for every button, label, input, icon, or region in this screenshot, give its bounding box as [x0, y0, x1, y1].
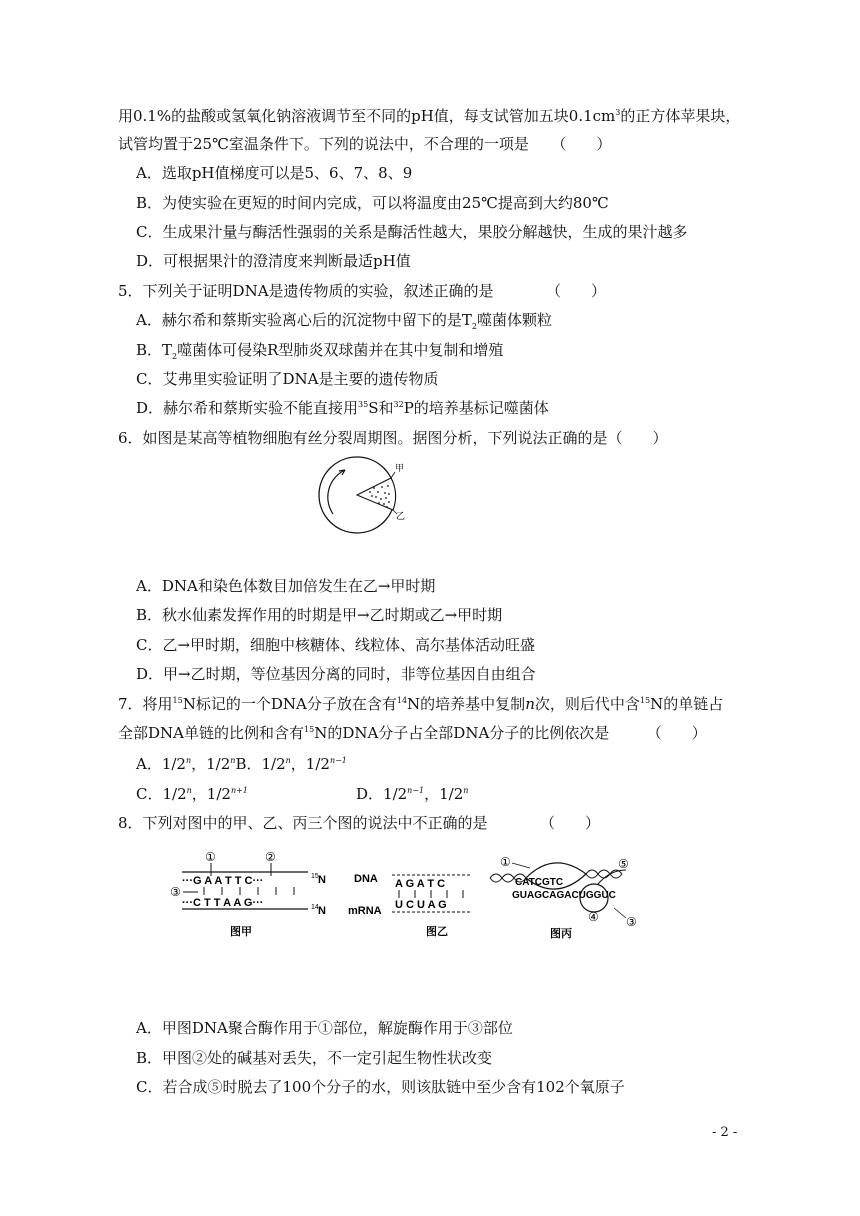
q4-option-c: C．生成果汁量与酶活性强弱的关系是酶活性越大，果胶分解越快，生成的果汁越多	[136, 223, 688, 241]
q7-stem-line-2: 全部DNA单链的比例和含有$^{15}$N的DNA分子占全部DNA分子的比例依次是 （ ）	[118, 724, 707, 742]
svg-text:N: N	[318, 905, 326, 917]
q4-option-a: A．选取pH值梯度可以是5、6、7、8、9	[136, 164, 413, 182]
q6-option-b: B．秋水仙素发挥作用的时期是甲→乙时期或乙→甲时期	[136, 606, 503, 624]
svg-text:15: 15	[311, 873, 319, 880]
label-yi: 乙	[396, 511, 406, 521]
caption-yi: 图乙	[426, 926, 448, 938]
q5-stem: 5．下列关于证明DNA是遗传物质的实验，叙述正确的是 （ ）	[118, 282, 607, 300]
marker-5: ⑤	[618, 857, 629, 871]
svg-text:N: N	[318, 874, 326, 886]
marker-4: ④	[588, 910, 599, 924]
marker-1: ①	[205, 850, 216, 864]
top-strand: ···G A A T T C···	[182, 875, 264, 887]
mrna-strand: U C U A G	[395, 899, 447, 911]
q7-stem-line-1: 7．将用$^{15}$N标记的一个DNA分子放在含有$^{14}$N的培养基中复制n次，则后代中含$^{15}$N的单链占	[118, 695, 724, 713]
marker-3-bing: ③	[626, 915, 637, 929]
q8-option-b: B．甲图②处的碱基对丢失，不一定引起生物性状改变	[136, 1049, 493, 1067]
bottom-strand: ···C T T A A G···	[182, 897, 264, 909]
figure-bing	[486, 852, 646, 942]
mrna-sequence: GUAGCAGACUGGUC	[512, 890, 616, 901]
q8-option-a: A．甲图DNA聚合酶作用于①部位，解旋酶作用于③部位	[136, 1019, 513, 1037]
q4-option-d: D．可根据果汁的澄清度来判断最适pH值	[136, 252, 411, 270]
q6-option-c: C．乙→甲时期，细胞中核糖体、线粒体、高尔基体活动旺盛	[136, 636, 536, 654]
q7-option-c: C．1/2$^n$，$1/2^{n+1}$	[136, 785, 248, 803]
q5-option-c: C．艾弗里实验证明了DNA是主要的遗传物质	[136, 370, 439, 388]
caption-bing: 图丙	[550, 928, 572, 940]
figure-yi	[348, 862, 478, 942]
marker-2: ②	[265, 850, 276, 864]
q5-option-b: B．$T_2$噬菌体可侵染R型肺炎双球菌并在其中复制和增殖	[136, 341, 504, 361]
label-jia: 甲	[395, 463, 405, 473]
q7-option-d: D．$1/2^{n-1}$，1/2$^n$	[356, 785, 469, 803]
caption-jia: 图甲	[230, 926, 252, 938]
q6-option-d: D．甲→乙时期，等位基因分离的同时，非等位基因自由组合	[136, 665, 536, 683]
q8-stem: 8．下列对图中的甲、乙、丙三个图的说法中不正确的是 （ ）	[118, 814, 601, 832]
svg-text:14: 14	[311, 904, 319, 911]
q5-option-a: A．赫尔希和蔡斯实验离心后的沉淀物中留下的是$T_2$噬菌体颗粒	[136, 311, 552, 331]
dna-strand: A G A T C	[395, 878, 446, 890]
intro-line-1: 用0.1%的盐酸或氢氧化钠溶液调节至不同的pH值，每支试管加五块$0.1cm^3$的正方体苹果块，	[118, 107, 741, 125]
q6-option-a: A．DNA和染色体数目加倍发生在乙→甲时期	[136, 577, 436, 595]
q8-option-c: C．若合成⑤时脱去了100个分子的水，则该肽链中至少含有102个氧原子	[136, 1078, 625, 1096]
q5-option-d: D．赫尔希和蔡斯实验不能直接用$^{35}$S和$^{32}$P的培养基标记噬菌体	[136, 399, 549, 417]
marker-3: ③	[170, 885, 181, 899]
marker-1-bing: ①	[500, 855, 511, 869]
cycle-arrow	[328, 470, 345, 514]
intro-line-2: 试管均置于25℃室温条件下。下列的说法中，不合理的一项是 （ ）	[118, 135, 612, 153]
cell-cycle-diagram	[300, 452, 420, 542]
base-pair-lines	[204, 887, 294, 895]
dna-sequence: CATCGTC	[515, 877, 564, 888]
q6-stem: 6．如图是某高等植物细胞有丝分裂周期图。据图分析，下列说法正确的是（ ）	[118, 429, 668, 447]
label-mrna: mRNA	[348, 905, 382, 917]
pair-lines-yi	[399, 890, 463, 898]
q7-options-ab: A．1/2$^n$，1/2$^n$B．1/2$^n$，$1/2^{n-1}$	[136, 755, 347, 773]
label-dna: DNA	[354, 873, 378, 885]
q4-option-b: B．为使实验在更短的时间内完成，可以将温度由25℃提高到大约80℃	[136, 194, 609, 212]
page-number: - 2 -	[712, 1125, 738, 1140]
figure-jia	[170, 846, 335, 942]
